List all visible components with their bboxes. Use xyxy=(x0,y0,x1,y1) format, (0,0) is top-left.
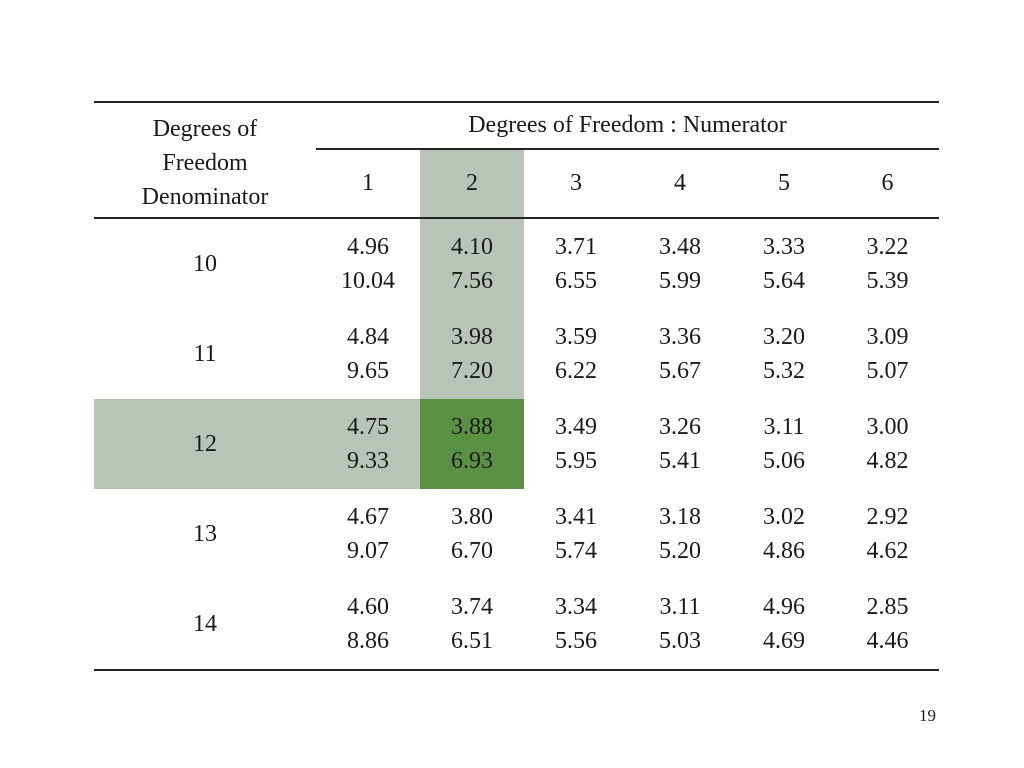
value-alpha-05: 3.88 xyxy=(451,414,493,440)
value-cell xyxy=(628,218,732,309)
value-cell xyxy=(316,309,420,399)
table-row xyxy=(94,579,939,670)
table-row xyxy=(94,489,939,579)
value-alpha-05: 3.41 xyxy=(555,504,597,530)
value-cell xyxy=(628,489,732,579)
value-alpha-05: 3.71 xyxy=(555,234,597,260)
numerator-column-header: 5 xyxy=(732,149,836,218)
page-number: 19 xyxy=(919,706,936,725)
value-alpha-01: 5.95 xyxy=(555,448,597,474)
value-alpha-01: 4.86 xyxy=(763,538,805,564)
value-cell xyxy=(836,218,939,309)
value-cell xyxy=(420,489,524,579)
value-alpha-01: 6.51 xyxy=(451,628,493,654)
value-alpha-01: 5.67 xyxy=(659,358,701,384)
denominator-header-line: Degrees of xyxy=(152,116,258,142)
value-alpha-05: 3.22 xyxy=(866,234,909,260)
value-alpha-01: 4.46 xyxy=(866,628,909,654)
value-alpha-01: 5.74 xyxy=(555,538,597,564)
value-alpha-01: 6.55 xyxy=(555,268,597,294)
value-cell xyxy=(732,489,836,579)
value-alpha-01: 9.33 xyxy=(347,448,389,474)
value-cell xyxy=(732,218,836,309)
value-alpha-01: 5.32 xyxy=(763,358,805,384)
value-cell xyxy=(420,218,524,309)
value-alpha-05: 4.10 xyxy=(451,234,493,260)
value-alpha-05: 3.33 xyxy=(763,234,805,260)
value-alpha-01: 4.62 xyxy=(866,538,909,564)
value-alpha-01: 5.07 xyxy=(866,358,909,384)
value-cell xyxy=(732,309,836,399)
table-row-highlighted xyxy=(94,399,939,489)
value-alpha-05: 3.74 xyxy=(451,594,493,620)
numerator-column-header: 6 xyxy=(836,149,939,218)
value-alpha-01: 7.20 xyxy=(451,358,493,384)
value-cell xyxy=(628,399,732,489)
value-alpha-01: 6.70 xyxy=(451,538,493,564)
f-distribution-table-container xyxy=(94,101,939,671)
denominator-cell: 14 xyxy=(94,579,316,670)
value-alpha-01: 10.04 xyxy=(341,268,395,294)
value-alpha-05: 4.96 xyxy=(763,594,805,620)
value-cell xyxy=(732,579,836,670)
value-cell xyxy=(316,489,420,579)
value-alpha-01: 9.65 xyxy=(347,358,389,384)
numerator-column-header: 4 xyxy=(628,149,732,218)
value-alpha-05: 3.34 xyxy=(555,594,597,620)
value-cell xyxy=(836,579,939,670)
table-row xyxy=(94,309,939,399)
value-alpha-05: 4.60 xyxy=(347,594,389,620)
table-row xyxy=(94,218,939,309)
value-alpha-05: 4.84 xyxy=(347,324,389,350)
value-alpha-05: 3.59 xyxy=(555,324,597,350)
value-cell xyxy=(316,218,420,309)
value-alpha-01: 5.99 xyxy=(659,268,701,294)
value-alpha-01: 5.06 xyxy=(763,448,805,474)
numerator-column-header: 1 xyxy=(316,149,420,218)
value-alpha-05: 3.80 xyxy=(451,504,493,530)
value-cell-critical xyxy=(420,399,524,489)
value-alpha-05: 2.92 xyxy=(866,504,909,530)
value-alpha-01: 8.86 xyxy=(347,628,389,654)
value-cell xyxy=(836,309,939,399)
value-alpha-05: 3.18 xyxy=(659,504,701,530)
denominator-header-line: Freedom xyxy=(162,150,248,176)
value-alpha-01: 4.82 xyxy=(866,448,909,474)
numerator-column-header: 3 xyxy=(524,149,628,218)
value-cell xyxy=(524,579,628,670)
value-cell xyxy=(628,579,732,670)
value-alpha-05: 4.75 xyxy=(347,414,389,440)
value-cell xyxy=(524,399,628,489)
numerator-header: Degrees of Freedom : Numerator xyxy=(316,102,939,149)
value-alpha-01: 4.69 xyxy=(763,628,805,654)
denominator-cell: 11 xyxy=(193,340,217,367)
value-alpha-01: 7.56 xyxy=(451,268,493,294)
value-alpha-01: 5.03 xyxy=(659,628,701,654)
denominator-cell: 13 xyxy=(193,520,217,547)
value-alpha-01: 5.20 xyxy=(659,538,701,564)
denominator-cell: 10 xyxy=(193,250,217,277)
denominator-cell: 12 xyxy=(94,399,316,489)
value-alpha-05: 2.85 xyxy=(866,594,909,620)
value-alpha-05: 3.20 xyxy=(763,324,805,350)
value-cell xyxy=(628,309,732,399)
value-alpha-05: 3.36 xyxy=(659,324,701,350)
denominator-header xyxy=(94,102,316,218)
value-alpha-05: 3.26 xyxy=(659,414,701,440)
value-cell xyxy=(524,218,628,309)
value-cell xyxy=(316,579,420,670)
value-alpha-05: 3.02 xyxy=(763,504,805,530)
value-alpha-01: 6.22 xyxy=(555,358,597,384)
value-cell xyxy=(524,489,628,579)
value-cell xyxy=(836,489,939,579)
value-alpha-05: 3.11 xyxy=(763,414,805,440)
value-alpha-05: 3.11 xyxy=(659,594,701,620)
value-alpha-05: 3.00 xyxy=(866,414,909,440)
value-alpha-01: 5.41 xyxy=(659,448,701,474)
value-cell xyxy=(316,399,420,489)
value-alpha-05: 3.48 xyxy=(659,234,701,260)
value-alpha-01: 5.39 xyxy=(866,268,909,294)
value-alpha-05: 3.09 xyxy=(866,324,909,350)
value-cell xyxy=(524,309,628,399)
value-alpha-01: 6.93 xyxy=(451,448,493,474)
numerator-column-header: 2 xyxy=(420,149,524,218)
value-alpha-05: 3.98 xyxy=(451,324,493,350)
value-alpha-01: 5.56 xyxy=(555,628,597,654)
value-alpha-05: 4.96 xyxy=(347,234,389,260)
value-alpha-05: 4.67 xyxy=(347,504,389,530)
value-cell xyxy=(420,579,524,670)
value-alpha-01: 5.64 xyxy=(763,268,805,294)
value-alpha-05: 3.49 xyxy=(555,414,597,440)
f-distribution-table xyxy=(94,101,939,671)
denominator-header-line: Denominator xyxy=(141,184,269,210)
value-cell xyxy=(420,309,524,399)
value-alpha-01: 9.07 xyxy=(347,538,389,564)
value-cell xyxy=(836,399,939,489)
value-cell xyxy=(732,399,836,489)
